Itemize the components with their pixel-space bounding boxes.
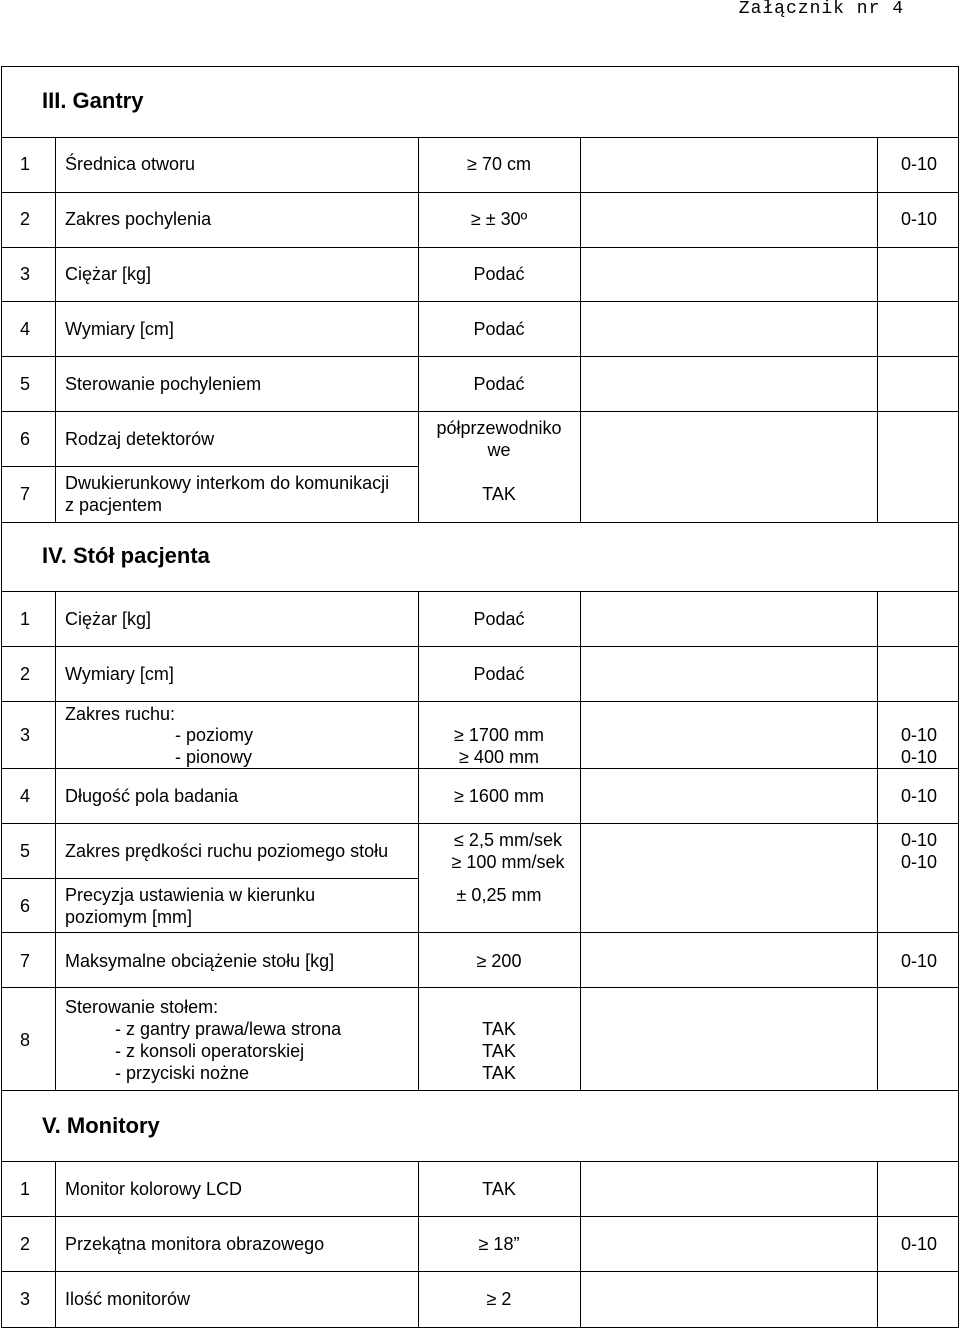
row-label: Ilość monitorów (65, 1289, 191, 1309)
row-value: ≥ 18” (478, 1234, 520, 1254)
row-number: 7 (20, 951, 31, 971)
row-value: ≥ 2 (486, 1289, 512, 1309)
row-label: Precyzja ustawienia w kierunku (65, 885, 316, 905)
row-number: 2 (20, 1234, 31, 1254)
row-score: 0-10 (900, 154, 937, 174)
row-value: Podać (473, 664, 525, 684)
row-value-cont: we (487, 440, 511, 460)
row-score: 0-10 (900, 747, 937, 767)
row-label: Średnica otworu (65, 154, 196, 174)
row-number: 2 (20, 664, 31, 684)
row-value: ≥ 100 mm/sek (451, 852, 565, 872)
row-value: ≥ 1700 mm (454, 725, 544, 745)
row-number: 1 (20, 154, 31, 174)
row-label: Zakres prędkości ruchu poziomego stołu (65, 841, 389, 861)
row-sublabel: - przyciski nożne (115, 1063, 250, 1083)
row-score: 0-10 (900, 830, 937, 850)
row-value: TAK (482, 1179, 516, 1199)
row-number: 7 (20, 484, 31, 504)
row-label: Wymiary [cm] (65, 319, 174, 339)
row-number: 4 (20, 786, 31, 806)
row-label: Ciężar [kg] (65, 264, 152, 284)
row-value: Podać (473, 374, 525, 394)
row-label-cont: poziomym [mm] (65, 907, 193, 927)
row-label: Przekątna monitora obrazowego (65, 1234, 325, 1254)
row-label: Zakres ruchu: (65, 704, 176, 724)
row-value: TAK (482, 1041, 516, 1061)
row-value: TAK (482, 1019, 516, 1039)
row-score: 0-10 (900, 209, 937, 229)
row-value: ≥ 70 cm (467, 154, 531, 174)
row-number: 4 (20, 319, 31, 339)
row-label: Długość pola badania (65, 786, 239, 806)
row-score: 0-10 (900, 1234, 937, 1254)
row-number: 3 (20, 1289, 31, 1309)
row-value: Podać (473, 264, 525, 284)
row-score: 0-10 (900, 951, 937, 971)
row-value: Podać (473, 609, 525, 629)
row-number: 6 (20, 429, 31, 449)
section-title: III. Gantry (42, 88, 144, 113)
row-number: 5 (20, 841, 31, 861)
row-label: Sterowanie pochyleniem (65, 374, 262, 394)
row-sublabel: - poziomy (175, 725, 254, 745)
row-number: 3 (20, 264, 31, 284)
row-label: Monitor kolorowy LCD (65, 1179, 243, 1199)
row-number: 1 (20, 1179, 31, 1199)
row-value: ≥ 200 (476, 951, 522, 971)
row-number: 6 (20, 896, 31, 916)
row-score: 0-10 (900, 725, 937, 745)
row-score: 0-10 (900, 852, 937, 872)
row-number: 8 (20, 1030, 31, 1050)
row-number: 2 (20, 209, 31, 229)
row-label: Zakres pochylenia (65, 209, 212, 229)
row-label: Ciężar [kg] (65, 609, 152, 629)
row-label: Wymiary [cm] (65, 664, 174, 684)
row-number: 1 (20, 609, 31, 629)
row-sublabel: - z gantry prawa/lewa strona (115, 1019, 342, 1039)
row-value: TAK (482, 484, 516, 504)
page-header: Załącznik nr 4 (738, 0, 904, 19)
row-value: ≥ 1600 mm (454, 786, 544, 806)
row-value: ± 0,25 mm (456, 885, 542, 905)
row-sublabel: - pionowy (175, 747, 253, 767)
row-score: 0-10 (900, 786, 937, 806)
row-value: Podać (473, 319, 525, 339)
row-value: ≥ 400 mm (459, 747, 539, 767)
row-label: Sterowanie stołem: (65, 997, 219, 1017)
row-label-cont: z pacjentem (65, 495, 163, 515)
row-value: ≥ ± 30º (470, 209, 528, 229)
row-number: 3 (20, 725, 31, 745)
row-label: Dwukierunkowy interkom do komunikacji (65, 473, 390, 493)
section-title: IV. Stół pacjenta (42, 543, 210, 568)
row-value: półprzewodniko (436, 418, 562, 438)
row-value: TAK (482, 1063, 516, 1083)
row-label: Maksymalne obciążenie stołu [kg] (65, 951, 335, 971)
row-sublabel: - z konsoli operatorskiej (115, 1041, 305, 1061)
row-value: ≤ 2,5 mm/sek (454, 830, 562, 850)
row-label: Rodzaj detektorów (65, 429, 215, 449)
row-number: 5 (20, 374, 31, 394)
section-title: V. Monitory (42, 1113, 160, 1138)
